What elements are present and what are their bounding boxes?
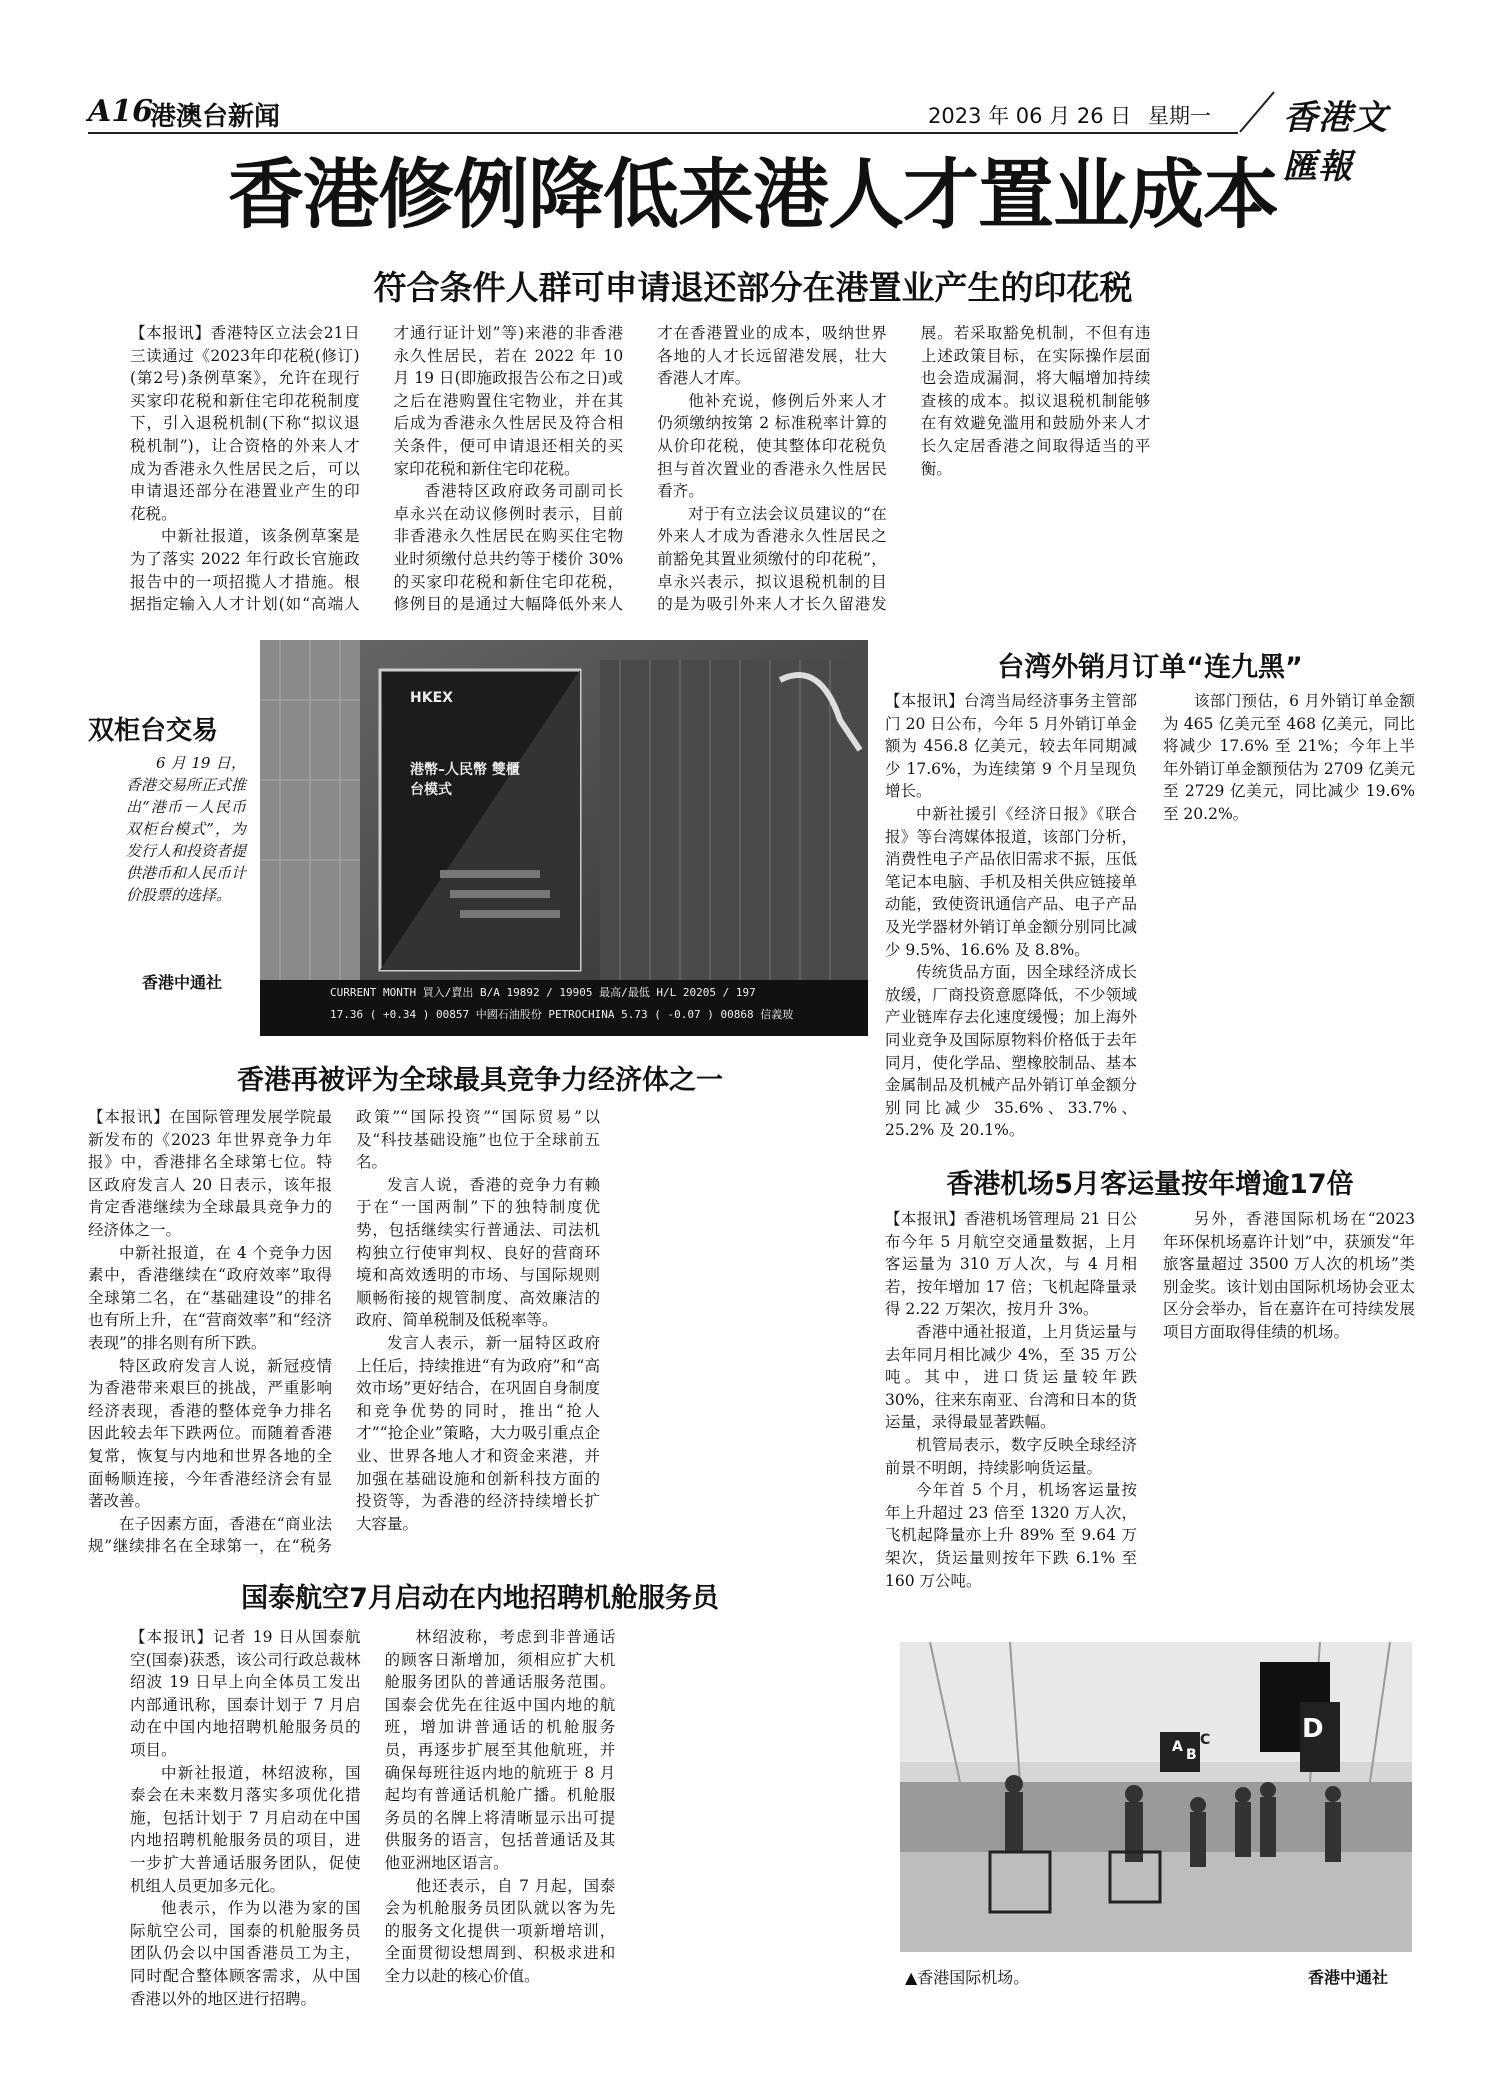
competitive-paragraph: 中新社报道，在 4 个竞争力因素中，香港继续在“政府效率”取得全球第二名，在“基础建设”的排名也有所上升，在“营商效率”和“经济表现”的排名则有所下跌。 <box>88 1243 332 1352</box>
competitive-paragraph: 发言人表示，新一届特区政府上任后，持续推进“有为政府”和“高效市场”更好结合，在巩固自身制度和竞争优势的同时，推出“抢人才”“抢企业”策略，大力吸引重点企业、世界各地人才和资金来港，并加强在基础设施和创新科技方面的投资等，为香港的经济持续增长扩大容量。 <box>356 1333 600 1533</box>
taiwan-columns <box>885 690 1415 1150</box>
taiwan-headline: 台湾外销月订单“连九黑” <box>997 652 1303 683</box>
page-header <box>88 88 1418 187</box>
airport-photo-art <box>900 1642 1412 1952</box>
cathay-body <box>130 1626 870 2036</box>
airport-photo <box>900 1642 1412 1952</box>
competitive-columns <box>88 1106 868 1561</box>
airport-paragraph: 香港中通社报道，上月货运量与去年同月相比减少 4%，至 35 万公吨。其中，进口货运量较年跌 30%，往来东南亚、台湾和日本的货运量，录得最显著跌幅。 <box>885 1322 1137 1432</box>
competitive-paragraph: 特区政府发言人说，新冠疫情为香港带来艰巨的挑战，严重影响经济表现，香港的整体竞争力排名因此较去年下跌两位。而随着香港复常，恢复与内地和世界各地的全面畅顺连接，今年香港经济会有显著改善。 <box>88 1356 332 1511</box>
masthead-logo: 香港文匯報 <box>1283 98 1388 187</box>
taiwan-paragraph: 中新社援引《经济日报》《联合报》等台湾媒体报道，该部门分析，消费性电子产品依旧需求不振，压低笔记本电脑、手机及相关供应链接单动能，致使资讯通信产品、电子产品及光学器材外销订单金额分别同比减少 9.5%、16.6% 及 8.8%。 <box>885 804 1137 959</box>
photo1-title: 双柜台交易 <box>88 716 219 746</box>
taiwan-body <box>885 690 1415 1150</box>
lead-headline: 香港修例降低来港人才置业成本 <box>228 150 1278 239</box>
lead-paragraph: 中新社报道，该条例草案是为了落实 2022 年行政长官施政报告中的一项招揽人才措施。根据指定输入人才计划(如“高端人才通行证计划”等)来港的非香港永久性居民，若在 2022 年 10 月 19 日(即施政报告公布之日)或之后在港购置住宅物业，并在其后成为香港永久性居民及符合相关条件，便可申请退还相关的买家印花税和新住宅印花税。 <box>130 324 624 614</box>
competitive-headline: 香港再被评为全球最具竞争力经济体之一 <box>237 1065 723 1096</box>
cathay-paragraph: 林绍波称，考虑到非普通话的顾客日渐增加，须相应扩大机舱服务团队的普通话服务范围。国泰会优先在往返中国内地的航班，增加讲普通话的机舱服务员，再逐步扩展至其他航班，并确保每班往返内地的航班于 8 月起均有普通话机舱广播。机舱服务员的名牌上将清晰显示出可提供服务的语言，包括普通话及其他亚洲地区语言。 <box>384 1628 616 1872</box>
taiwan-paragraph: 该部门预估，6 月外销订单金额为 465 亿美元至 468 亿美元，同比将减少 17.6% 至 21%；今年上半年外销订单金额预估为 2709 亿美元至 2729 亿美元，同比减少 19.6% 至 20.2%。 <box>1163 692 1415 823</box>
hkex-logo: HKEX <box>410 690 453 706</box>
photo1-caption <box>126 752 246 906</box>
lead-paragraph: 对于有立法会议员建议的“在外来人才成为香港永久性居民之前豁免其置业须缴付的印花税”，卓永兴表示，拟议退税机制的目的是为吸引外来人才长久留港发展。若采取豁免机制，不但有违上述政策目标，在实际操作层面也会造成漏洞，将大幅增加持续查核的成本。拟议退税机制能够在有效避免滥用和鼓励外来人才长久定居香港之间取得适当的平衡。 <box>657 324 1151 614</box>
cathay-paragraph: 【本报讯】记者 19 日从国泰航空(国泰)获悉，该公司行政总裁林绍波 19 日早上向全体员工发出内部通讯称，国泰计划于 7 月启动在中国内地招聘机舱服务员的项目。 <box>130 1628 361 1759</box>
gate-sign-b: B <box>1186 1747 1197 1763</box>
cathay-paragraph: 他表示，作为以港为家的国际航空公司，国泰的机舱服务员团队仍会以中国香港员工为主，同时配合整体顾客需求，从中国香港以外的地区进行招聘。 <box>130 1899 361 2008</box>
airport-paragraph: 机管局表示，数字反映全球经济前景不明朗，持续影响货运量。 <box>885 1435 1137 1477</box>
airport-body <box>885 1208 1415 1618</box>
ticker-line-2: 17.36 ( +0.34 ) 00857 中國石油股份 PETROCHINA 5.73 ( -0.07 ) 00868 信義玻 <box>330 1008 794 1021</box>
section-name: 港澳台新闻 <box>150 102 281 132</box>
photo1-caption-text: 6 月 19 日，香港交易所正式推出“港币－人民币双柜台模式”，为发行人和投资者提供港币和人民币计价股票的选择。 <box>126 754 247 904</box>
cathay-paragraph: 中新社报道，林绍波称，国泰会在未来数月落实多项优化措施，包括计划于 7 月启动在中国内地招聘机舱服务员的项目，进一步扩大普通话服务团队，促使机组人员更加多元化。 <box>130 1763 361 1895</box>
gate-sign-d: D <box>1302 1714 1324 1744</box>
competitive-paragraph: 【本报讯】在国际管理发展学院最新发布的《2023 年世界竞争力年报》中，香港排名全球第七位。特区政府发言人 20 日表示，该年报肯定香港继续为全球最具竞争力的经济体之一。 <box>88 1108 332 1239</box>
hkex-photo-art <box>260 640 868 1036</box>
competitive-paragraph: 发言人说，香港的竞争力有赖于在“一国两制”下的独特制度优势，包括继续实行普通法、司法机构独立行使审判权、良好的营商环境和高效透明的市场、与国际规则顺畅衔接的规管制度、高效廉洁的政府、简单税制及低税率等。 <box>356 1175 600 1330</box>
issue-date: 2023 年 06 月 26 日 <box>928 104 1132 128</box>
airport-paragraph: 另外，香港国际机场在“2023 年环保机场嘉许计划”中，获颁发“年旅客量超过 3500 万人次的机场”类别金奖。该计划由国际机场协会亚太区分会举办，旨在嘉许在可持续发展项目方面取得佳绩的机场。 <box>1163 1210 1415 1341</box>
lead-paragraph: 【本报讯】香港特区立法会21日三读通过《2023年印花税(修订)(第2号)条例草案》，允许在现行买家印花税和新住宅印花税制度下，引入退税机制(下称“拟议退税机制”)，让合资格的外来人才成为香港永久性居民之后，可以申请退还部分在港置业产生的印花税。 <box>130 324 360 523</box>
lead-paragraph: 香港特区政府政务司副司长卓永兴在动议修例时表示，目前非香港永久性居民在购买住宅物业时须缴付总共约等于楼价 30%的买家印花税和新住宅印花税，修例目的是通过大幅降低外来人才在香港置业的成本，吸纳世界各地的人才长远留港发展，壮大香港人才库。 <box>393 324 887 614</box>
page-number: A16 <box>88 94 154 129</box>
competitive-body <box>88 1106 868 1561</box>
competitive-paragraph: 在子因素方面，香港在“商业法规”继续排名在全球第一，在“税务政策”“国际投资”“国际贸易”以及“科技基础设施”也位于全球前五名。 <box>88 1108 600 1556</box>
issue-weekday: 星期一 <box>1148 104 1211 128</box>
airport-paragraph: 今年首 5 个月，机场客运量按年上升超过 23 倍至 1320 万人次，飞机起降量亦上升 89% 至 9.64 万架次，货运量则按年下跌 6.1% 至 160 万公吨。 <box>885 1481 1137 1590</box>
lead-body <box>130 322 1414 622</box>
divider-slash-icon <box>1238 88 1278 136</box>
header-rule <box>88 132 1238 134</box>
cathay-headline: 国泰航空7月启动在内地招聘机舱服务员 <box>241 1583 719 1614</box>
photo1-credit: 香港中通社 <box>142 973 223 992</box>
ticker-line-1: CURRENT MONTH 買入/賣出 B/A 19892 / 19905 最高/最低 H/L 20205 / 197 <box>330 986 756 999</box>
gate-sign-c: C <box>1200 1732 1211 1748</box>
airport-columns <box>885 1208 1415 1618</box>
photo2-credit: 香港中通社 <box>1308 1968 1389 1987</box>
airport-headline: 香港机场5月客运量按年增逾17倍 <box>946 1169 1354 1200</box>
taiwan-paragraph: 传统货品方面，因全球经济成长放缓，厂商投资意愿降低，不少领域产业链库存去化速度缓慢；加上海外同业竞争及国际原物料价格低于去年同月，使化学品、塑橡胶制品、基本金属制品及机械产品外销订单金额分别同比减少 35.6%、33.7%、25.2% 及 20.1%。 <box>885 963 1137 1140</box>
photo2-caption: ▲香港国际机场。 <box>905 1968 1030 1987</box>
cathay-columns <box>130 1626 870 2036</box>
lead-column <box>130 322 1414 622</box>
hkex-screen-title: 港幣–人民幣 雙櫃台模式 <box>410 762 520 798</box>
lead-paragraph: 他补充说，修例后外来人才仍须缴纳按第 2 标准税率计算的从价印花税，使其整体印花税负担与首次置业的香港永久性居民看齐。 <box>657 391 887 501</box>
hkex-photo <box>260 640 868 1036</box>
taiwan-paragraph: 【本报讯】台湾当局经济事务主管部门 20 日公布，今年 5 月外销订单金额为 456.8 亿美元，较去年同期减少 17.6%，为连续第 9 个月呈现负增长。 <box>885 692 1137 801</box>
cathay-paragraph: 他还表示，自 7 月起，国泰会为机舱服务员团队就以客为先的服务文化提供一项新增培训，全面贯彻设想周到、积极求进和全力以赴的核心价值。 <box>384 1876 616 1985</box>
gate-sign-a: A <box>1172 1739 1183 1755</box>
lead-subheadline: 符合条件人群可申请退还部分在港置业产生的印花税 <box>373 268 1133 307</box>
airport-paragraph: 【本报讯】香港机场管理局 21 日公布今年 5 月航空交通量数据，上月客运量为 310 万人次，与 4 月相若，按年增加 17 倍；飞机起降量录得 2.22 万架次，按月升 3%。 <box>885 1210 1137 1319</box>
